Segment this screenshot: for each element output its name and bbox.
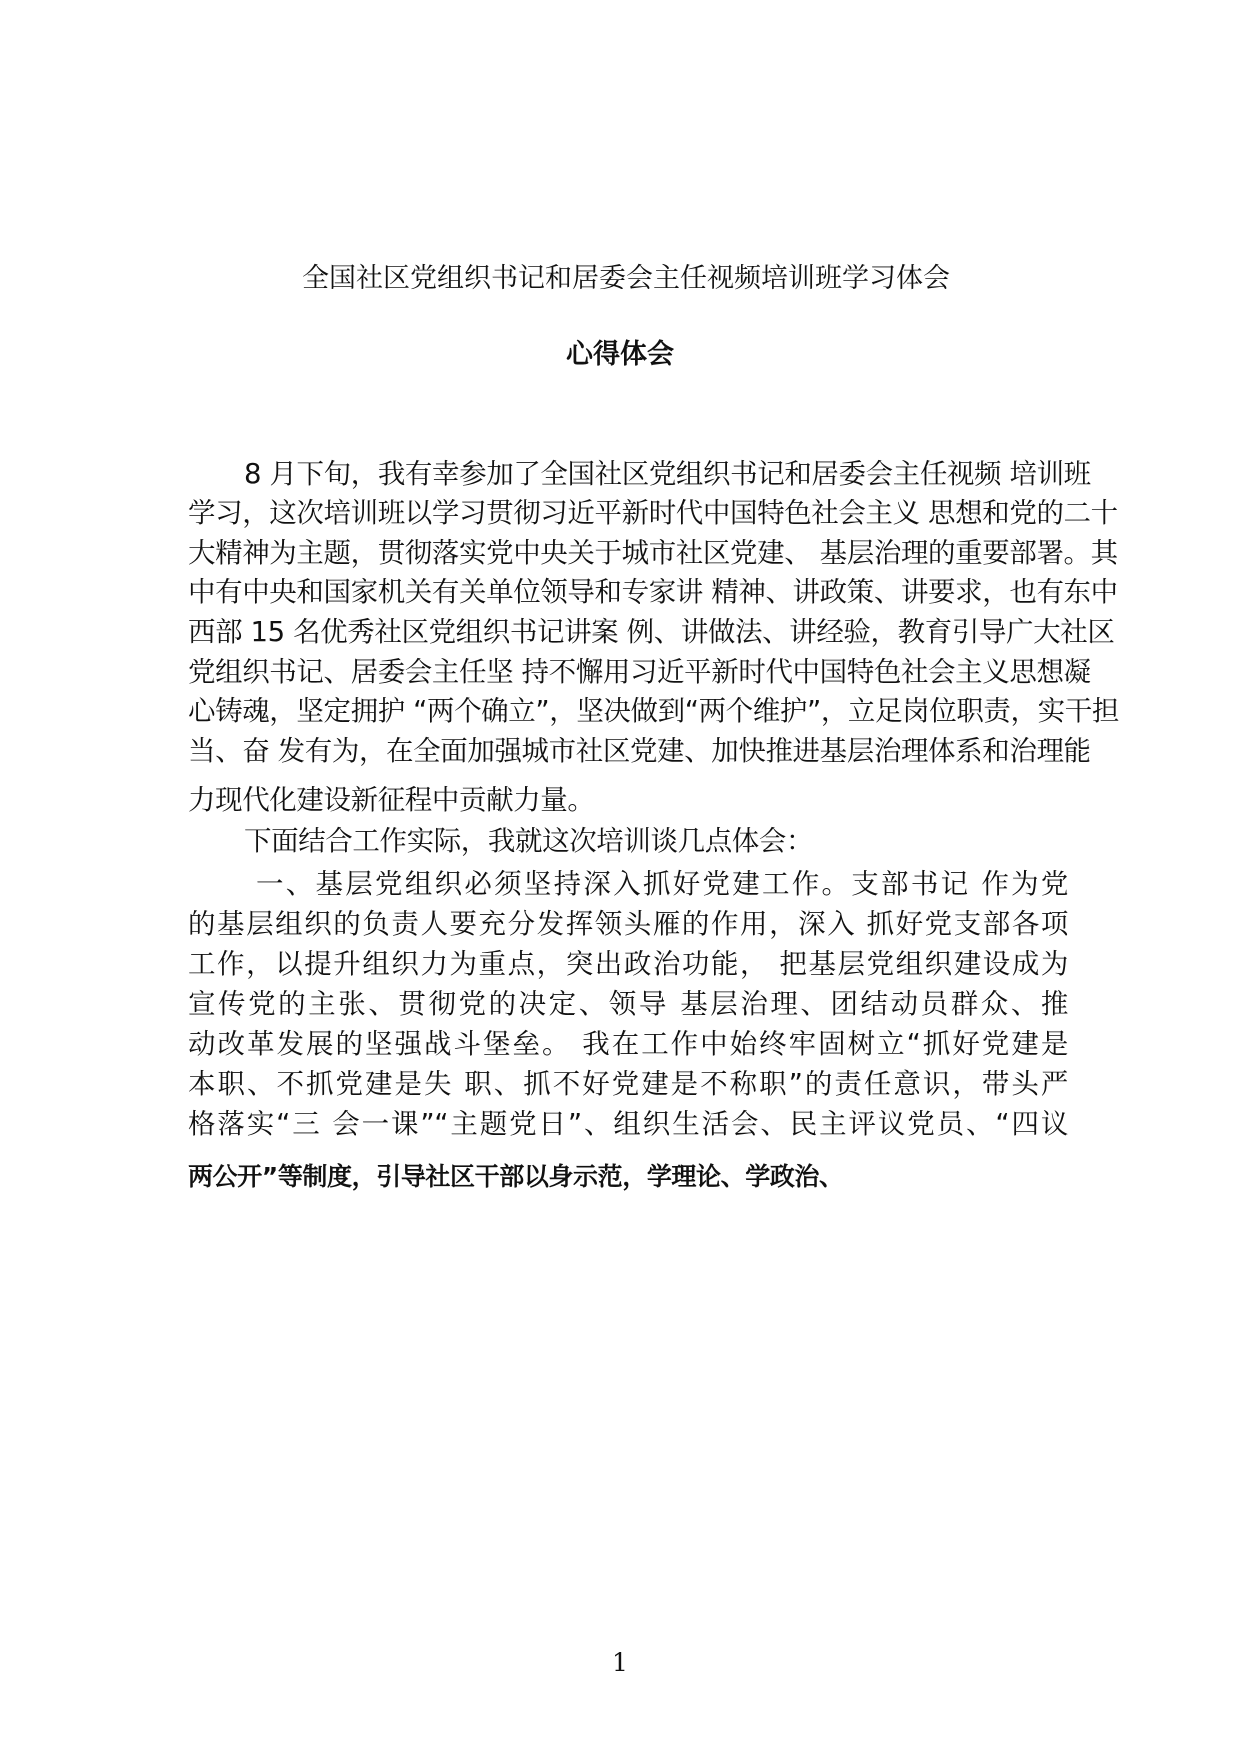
text-line: 8 月下旬，我有幸参加了全国社区党组织书记和居委会主任视频 培训班: [244, 458, 1091, 490]
text-line: 党组织书记、居委会主任坚 持不懈用习近平新时代中国特色社会主义思想凝: [188, 656, 1091, 688]
document-subtitle: 心得体会: [566, 339, 674, 370]
text-line: 宣传党的主张、贯彻党的决定、领导 基层治理、团结动员群众、推: [188, 988, 1068, 1020]
text-line: 的基层组织的负责人要充分发挥领头雁的作用，深入 抓好党支部各项: [188, 908, 1068, 940]
text-line: 中有中央和国家机关有关单位领导和专家讲 精神、讲政策、讲要求，也有东中: [188, 576, 1118, 608]
document-title: 全国社区党组织书记和居委会主任视频培训班学习体会: [302, 263, 950, 294]
text-line: 力现代化建设新征程中贡献力量。: [188, 784, 595, 816]
text-line: 当、奋 发有为，在全面加强城市社区党建、加快推进基层治理体系和治理能: [188, 735, 1091, 767]
section-heading-line: 一、基层党组织必须坚持深入抓好党建工作。支部书记 作为党: [256, 868, 1068, 900]
text-line: 下面结合工作实际，我就这次培训谈几点体会：: [244, 825, 814, 857]
text-line: 动改革发展的坚强战斗堡垒。 我在工作中始终牢固树立“抓好党建是: [188, 1028, 1068, 1060]
text-line: 西部 15 名优秀社区党组织书记讲案 例、讲做法、讲经验，教育引导广大社区: [188, 616, 1115, 648]
text-line: 学习，这次培训班以学习贯彻习近平新时代中国特色社会主义 思想和党的二十: [188, 497, 1118, 529]
text-line: 大精神为主题，贯彻落实党中央关于城市社区党建、 基层治理的重要部署。其: [188, 537, 1118, 569]
text-line: 工作，以提升组织力为重点，突出政治功能， 把基层党组织建设成为: [188, 948, 1068, 980]
text-line: 本职、不抓党建是失 职、抓不好党建是不称职”的责任意识，带头严: [188, 1068, 1068, 1100]
text-line: 格落实“三 会一课”“主题党日”、组织生活会、民主评议党员、“四议: [188, 1108, 1068, 1140]
page-number: 1: [612, 1648, 628, 1677]
text-line: 两公开”等制度，引导社区干部以身示范，学理论、学政治、: [188, 1162, 844, 1191]
text-line: 心铸魂，坚定拥护 “两个确立”，坚决做到“两个维护”，立足岗位职责，实干担: [188, 695, 1119, 727]
